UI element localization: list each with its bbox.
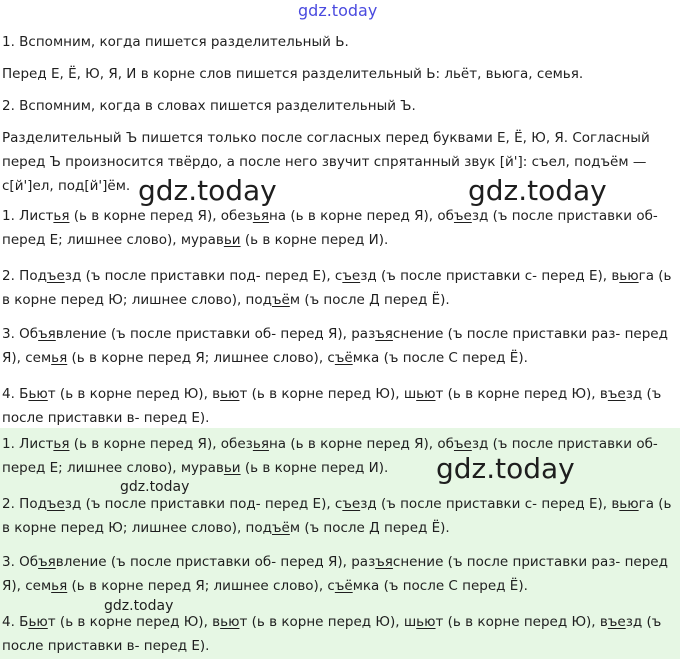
watermark-lower-right: gdz.today [436, 452, 575, 485]
answer-item [2, 382, 676, 430]
watermark-mid-right: gdz.today [468, 174, 607, 207]
underlined-letters: ья [53, 208, 70, 224]
underlined-letters: ъе [46, 496, 65, 512]
answer-number: 3. [2, 326, 20, 342]
underlined-letters: ьи [223, 232, 241, 248]
answer-text: Под [19, 268, 47, 284]
answer-text: на (ь в корне перед Я), об [268, 436, 454, 452]
rule-soft-sign: Перед Е, Ё, Ю, Я, И в корне слов пишется разделительный Ь: льёт, вьюга, семья. [2, 66, 584, 82]
answer-text: т (ь в корне перед Ю), ш [239, 386, 417, 402]
answer-text: га (ь в корне перед Ю; лишнее слово), под [2, 496, 672, 536]
rule-hard-sign: Разделительный Ъ пишется только после согласных перед буквами Е, Ё, Ю, Я. Согласный перед Ъ произносится твёрдо, а после него звучит спрятанный звук [й']: съел, подъём — с[й']ел, под[й']ём. [2, 130, 650, 194]
underlined-letters: ъё [271, 520, 290, 536]
underlined-letters: ью [220, 386, 240, 402]
underlined-letters: ья [53, 436, 70, 452]
answer-text: зд (ъ после приставки в- перед Е). [2, 614, 662, 654]
underlined-letters: ъе [607, 614, 626, 630]
answer-text: (ь в корне перед И). [240, 460, 389, 476]
underlined-letters: ъе [453, 208, 472, 224]
watermark-top: gdz.today [298, 1, 378, 20]
answer-text: зд (ъ после приставки с- перед Е), в [360, 496, 620, 512]
answer-text: мка (ъ после С перед Ё). [352, 578, 528, 594]
answer-number: 4. [2, 614, 20, 630]
answer-text: Б [19, 614, 29, 630]
underlined-letters: ью [416, 614, 436, 630]
answer-text: Лист [19, 208, 54, 224]
answer-text: Об [19, 326, 39, 342]
answer-text: га (ь в корне перед Ю; лишнее слово), под [2, 268, 672, 308]
underlined-letters: ъя [375, 554, 393, 570]
watermark-mid-left: gdz.today [138, 174, 277, 207]
answer-text: т (ь в корне перед Ю), ш [239, 614, 417, 630]
answer-text: (ь в корне перед И). [240, 232, 389, 248]
answer-text: зд (ъ после приставки об- перед Е; лишнее слово), мурав [2, 436, 658, 476]
answer-text: вление (ъ после приставки об- перед Я), раз [55, 554, 376, 570]
answer-number: 2. [2, 496, 20, 512]
answer-number: 4. [2, 386, 20, 402]
answer-text: мка (ъ после С перед Ё). [352, 350, 528, 366]
answer-item [2, 610, 676, 658]
underlined-letters: ъя [375, 326, 393, 342]
answer-text: зд (ъ после приставки в- перед Е). [2, 386, 662, 426]
question-1: 1. Вспомним, когда пишется разделительный Ь. [2, 34, 349, 50]
answer-item [2, 550, 676, 598]
answer-number: 2. [2, 268, 20, 284]
answer-text: снение (ъ после приставки раз- перед Я), сем [2, 326, 668, 366]
underlined-letters: ья [51, 578, 68, 594]
answer-text: т (ь в корне перед Ю), в [435, 386, 608, 402]
answer-item [2, 492, 676, 540]
underlined-letters: ъе [46, 268, 65, 284]
answer-text: Под [19, 496, 47, 512]
answer-text: зд (ъ после приставки под- перед Е), с [64, 496, 343, 512]
answer-text: (ь в корне перед Я; лишнее слово), с [67, 350, 335, 366]
answer-text: (ь в корне перед Я), обез [69, 436, 253, 452]
answer-text: т (ь в корне перед Ю), в [47, 386, 221, 402]
answer-text: Лист [19, 436, 54, 452]
answer-text: м (ъ после Д перед Ё). [289, 292, 450, 308]
answer-item [2, 432, 676, 480]
watermark-lower-small-1: gdz.today [120, 479, 190, 495]
underlined-letters: ью [619, 268, 639, 284]
underlined-letters: ья [252, 208, 269, 224]
underlined-letters: ьи [223, 460, 241, 476]
underlined-letters: ъя [38, 326, 56, 342]
underlined-letters: ью [416, 386, 436, 402]
underlined-letters: ъё [334, 350, 353, 366]
answer-text: Об [19, 554, 39, 570]
answer-text: т (ь в корне перед Ю), в [435, 614, 608, 630]
underlined-letters: ью [28, 386, 48, 402]
answer-item [2, 322, 676, 370]
underlined-letters: ью [28, 614, 48, 630]
answer-text: вление (ъ после приставки об- перед Я), раз [55, 326, 376, 342]
answer-text: Б [19, 386, 29, 402]
question-2: 2. Вспомним, когда в словах пишется разделительный Ъ. [2, 98, 416, 114]
underlined-letters: ью [220, 614, 240, 630]
underlined-letters: ью [619, 496, 639, 512]
underlined-letters: ъе [607, 386, 626, 402]
answer-item [2, 204, 676, 252]
answer-text: снение (ъ после приставки раз- перед Я), сем [2, 554, 668, 594]
answer-text: зд (ъ после приставки об- перед Е; лишнее слово), мурав [2, 208, 658, 248]
underlined-letters: ъё [271, 292, 290, 308]
answer-text: на (ь в корне перед Я), об [268, 208, 454, 224]
underlined-letters: ъя [38, 554, 56, 570]
underlined-letters: ья [51, 350, 68, 366]
answer-text: зд (ъ после приставки с- перед Е), в [360, 268, 620, 284]
watermark-lower-small-2: gdz.today [104, 598, 174, 614]
answer-number: 1. [2, 208, 20, 224]
underlined-letters: ъе [342, 496, 361, 512]
answer-text: (ь в корне перед Я), обез [69, 208, 253, 224]
answer-text: т (ь в корне перед Ю), в [47, 614, 221, 630]
underlined-letters: ъё [334, 578, 353, 594]
answer-item [2, 264, 676, 312]
answer-text: зд (ъ после приставки под- перед Е), с [64, 268, 343, 284]
underlined-letters: ъе [453, 436, 472, 452]
underlined-letters: ъе [342, 268, 361, 284]
answer-text: м (ъ после Д перед Ё). [289, 520, 450, 536]
answer-number: 1. [2, 436, 20, 452]
underlined-letters: ья [252, 436, 269, 452]
answer-number: 3. [2, 554, 20, 570]
answer-text: (ь в корне перед Я; лишнее слово), с [67, 578, 335, 594]
